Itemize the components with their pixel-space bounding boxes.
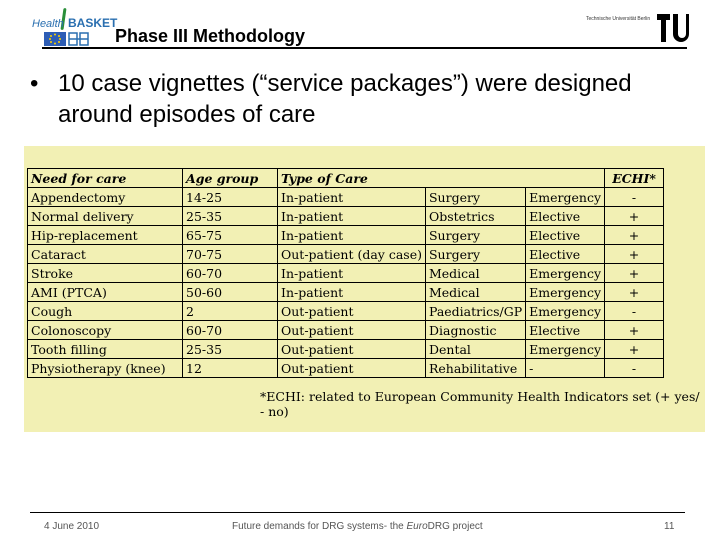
cell-need: Appendectomy — [28, 188, 183, 207]
healthbasket-logo — [30, 6, 118, 48]
cell-care-setting: In-patient — [278, 188, 426, 207]
cell-urgency: Emergency — [526, 302, 605, 321]
slide-title: Phase III Methodology — [115, 26, 306, 46]
cell-urgency: Emergency — [526, 264, 605, 283]
title-divider — [42, 47, 687, 49]
header-echi: ECHI* — [605, 169, 664, 188]
cell-care-setting: Out-patient (day case) — [278, 245, 426, 264]
cell-echi: + — [605, 226, 664, 245]
cell-care-setting: In-patient — [278, 283, 426, 302]
footer-divider — [30, 512, 685, 513]
cell-specialty: Medical — [425, 283, 525, 302]
table-row — [28, 226, 664, 245]
table-row — [28, 264, 664, 283]
cell-care-setting: In-patient — [278, 226, 426, 245]
cell-echi: + — [605, 207, 664, 226]
care-table-panel — [24, 146, 705, 432]
cell-echi: - — [605, 302, 664, 321]
table-row — [28, 207, 664, 226]
table-row — [28, 321, 664, 340]
tu-berlin-logo-icon — [656, 10, 690, 44]
cell-age: 60-70 — [183, 321, 278, 340]
cell-need: Cataract — [28, 245, 183, 264]
bullet-point — [30, 68, 690, 130]
cell-age: 50-60 — [183, 283, 278, 302]
cell-echi: - — [605, 188, 664, 207]
care-vignettes-table — [27, 168, 664, 378]
table-row — [28, 340, 664, 359]
cell-echi: + — [605, 264, 664, 283]
cell-age: 14-25 — [183, 188, 278, 207]
cell-echi: + — [605, 245, 664, 264]
table-row — [28, 188, 664, 207]
table-row — [28, 245, 664, 264]
header-need-for-care: Need for care — [28, 169, 183, 188]
cell-age: 25-35 — [183, 340, 278, 359]
cell-specialty: Obstetrics — [425, 207, 525, 226]
pictogram-icon — [68, 32, 90, 46]
cell-specialty: Medical — [425, 264, 525, 283]
footer-center-suffix: DRG project — [427, 521, 483, 532]
table-row — [28, 359, 664, 378]
cell-specialty: Paediatrics/GP — [425, 302, 525, 321]
cell-urgency: - — [526, 359, 605, 378]
cell-care-setting: Out-patient — [278, 321, 426, 340]
cell-age: 12 — [183, 359, 278, 378]
footer-center-prefix: Future demands for DRG systems- the — [232, 521, 407, 532]
cell-need: Stroke — [28, 264, 183, 283]
cell-echi: - — [605, 359, 664, 378]
cell-age: 2 — [183, 302, 278, 321]
cell-age: 65-75 — [183, 226, 278, 245]
cell-age: 70-75 — [183, 245, 278, 264]
cell-echi: + — [605, 283, 664, 302]
bullet-dot: • — [30, 70, 39, 97]
footer-center-italic: Euro — [406, 521, 428, 532]
cell-need: Normal delivery — [28, 207, 183, 226]
cell-urgency: Elective — [526, 226, 605, 245]
header-type-of-care: Type of Care — [278, 169, 605, 188]
bullet-text: 10 case vignettes (“service packages”) were designed around episodes of care — [58, 70, 632, 128]
cell-care-setting: Out-patient — [278, 302, 426, 321]
cell-echi: + — [605, 321, 664, 340]
cell-age: 60-70 — [183, 264, 278, 283]
cell-specialty: Diagnostic — [425, 321, 525, 340]
cell-specialty: Surgery — [425, 188, 525, 207]
cell-echi: + — [605, 340, 664, 359]
cell-need: Tooth filling — [28, 340, 183, 359]
cell-care-setting: Out-patient — [278, 359, 426, 378]
cell-need: Physiotherapy (knee) — [28, 359, 183, 378]
cell-care-setting: In-patient — [278, 207, 426, 226]
table-row — [28, 283, 664, 302]
university-name: Technische Universität Berlin — [586, 16, 651, 22]
cell-urgency: Elective — [526, 207, 605, 226]
cell-specialty: Rehabilitative — [425, 359, 525, 378]
cell-urgency: Emergency — [526, 188, 605, 207]
cell-urgency: Emergency — [526, 340, 605, 359]
cell-specialty: Surgery — [425, 226, 525, 245]
cell-urgency: Elective — [526, 245, 605, 264]
footer-page-number: 11 — [664, 521, 675, 532]
cell-urgency: Elective — [526, 321, 605, 340]
table-header-row — [28, 169, 664, 188]
header-age-group: Age group — [183, 169, 278, 188]
cell-need: Cough — [28, 302, 183, 321]
eu-flag-icon — [44, 32, 66, 46]
cell-need: Hip-replacement — [28, 226, 183, 245]
table-footnote: *ECHI: related to European Community Health Indicators set (+ yes/ - no) — [260, 389, 700, 419]
cell-need: AMI (PTCA) — [28, 283, 183, 302]
cell-specialty: Surgery — [425, 245, 525, 264]
cell-specialty: Dental — [425, 340, 525, 359]
logo-basket-text: BASKET — [68, 16, 118, 30]
footer-date: 4 June 2010 — [44, 521, 100, 532]
logo-health-text: Health — [32, 18, 64, 30]
footer-center — [232, 521, 483, 532]
cell-care-setting: Out-patient — [278, 340, 426, 359]
cell-need: Colonoscopy — [28, 321, 183, 340]
cell-care-setting: In-patient — [278, 264, 426, 283]
cell-urgency: Emergency — [526, 283, 605, 302]
table-row — [28, 302, 664, 321]
cell-age: 25-35 — [183, 207, 278, 226]
